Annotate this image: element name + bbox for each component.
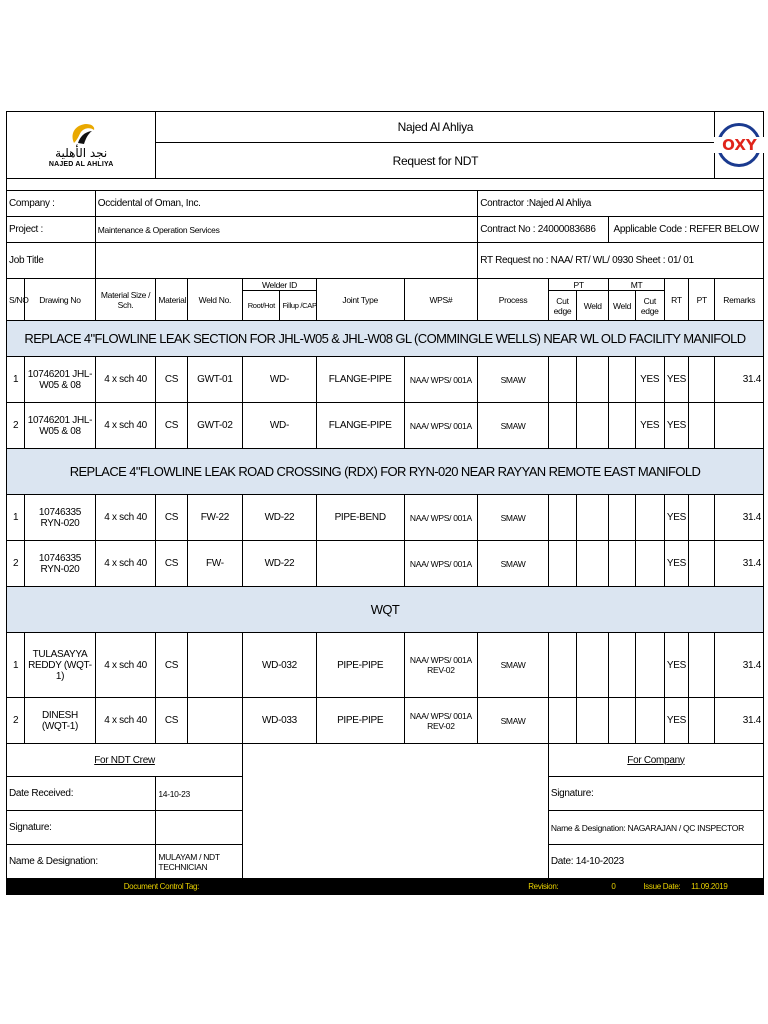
cell-drawing: 10746335 RYN-020 (25, 541, 96, 587)
cell-pt (689, 403, 715, 449)
cell-remarks: 31.4 (715, 495, 764, 541)
cell-weld: FW- (187, 541, 243, 587)
cell-pt (689, 357, 715, 403)
cell-remarks: 31.4 (715, 698, 764, 744)
company-logo (7, 112, 156, 179)
cell-material: CS (156, 495, 187, 541)
cell-sno: 1 (7, 633, 25, 698)
cell-process: SMAW (478, 403, 549, 449)
cell-joint: PIPE-PIPE (316, 633, 404, 698)
col-mt-cut-edge: Cut edge (635, 291, 664, 321)
cell-pt-weld (577, 357, 609, 403)
col-rt: RT (664, 279, 688, 321)
cell-mt-weld (609, 541, 635, 587)
section-title: REPLACE 4"FLOWLINE LEAK SECTION FOR JHL-W05 & JHL-W08 GL (COMMINGLE WELLS) NEAR WL OLD FACILITY MANIFOLD (7, 321, 764, 357)
cell-joint: FLANGE-PIPE (316, 357, 404, 403)
col-material-size: Material Size / Sch. (95, 279, 156, 321)
cell-mt-cut: YES (635, 403, 664, 449)
table-row (7, 403, 764, 449)
cell-drawing: 10746201 JHL-W05 & 08 (25, 403, 96, 449)
job-title-value (95, 243, 477, 279)
signoff-blank (243, 744, 549, 879)
cell-pt-weld (577, 495, 609, 541)
cell-drawing: 10746201 JHL-W05 & 08 (25, 357, 96, 403)
cell-size: 4 x sch 40 (95, 495, 156, 541)
section-title: WQT (7, 587, 764, 633)
cell-pt-weld (577, 633, 609, 698)
cell-process: SMAW (478, 357, 549, 403)
ndt-signature-value (156, 811, 243, 845)
name-designation-label: Name & Designation: (7, 845, 156, 879)
col-mt-group: MT (609, 279, 664, 291)
cell-joint: PIPE-PIPE (316, 698, 404, 744)
cell-wps: NAA/ WPS/ 001A (404, 541, 478, 587)
cell-wps: NAA/ WPS/ 001A (404, 495, 478, 541)
date-received-label: Date Received: (7, 777, 156, 811)
col-remarks: Remarks (715, 279, 764, 321)
project-label: Project : (7, 217, 96, 243)
cell-welder: WD-033 (243, 698, 317, 744)
contract-no: Contract No : 24000083686 (478, 217, 609, 243)
cell-pt-cut (548, 403, 576, 449)
col-fillup-cap: Fillup /CAP (280, 291, 316, 321)
cell-material: CS (156, 403, 187, 449)
cell-rt: YES (664, 495, 688, 541)
date-received-value: 14-10-23 (156, 777, 243, 811)
cell-drawing: DINESH (WQT-1) (25, 698, 96, 744)
company-logo-english: NAJED AL AHLIYA (48, 161, 114, 168)
col-pt-group: PT (548, 279, 609, 291)
header-spacer (7, 179, 764, 191)
cell-mt-weld (609, 698, 635, 744)
form-table (6, 111, 764, 895)
cell-remarks: 31.4 (715, 633, 764, 698)
col-pt-weld: Weld (577, 291, 609, 321)
rt-request: RT Request no : NAA/ RT/ WL/ 0930 Sheet : 01/ 01 (478, 243, 764, 279)
cell-welder: WD-032 (243, 633, 317, 698)
cell-pt-cut (548, 541, 576, 587)
ndt-request-form (6, 111, 764, 895)
ndt-signature-label: Signature: (7, 811, 156, 845)
ndt-crew-title: For NDT Crew (7, 744, 243, 777)
issue-date-value: 11.09.2019 (689, 879, 764, 895)
cell-welder: WD- (243, 403, 317, 449)
contractor: Contractor :Najed Al Ahliya (478, 191, 764, 217)
revision-value: 0 (609, 879, 635, 895)
name-designation-value: MULAYAM / NDT TECHNICIAN (156, 845, 243, 879)
cell-pt (689, 541, 715, 587)
cell-process: SMAW (478, 698, 549, 744)
cell-pt-cut (548, 357, 576, 403)
col-pt-cut-edge: Cut edge (548, 291, 576, 321)
cell-rt: YES (664, 633, 688, 698)
table-row (7, 357, 764, 403)
company-name-designation: Name & Designation: NAGARAJAN / QC INSPECTOR (548, 811, 763, 845)
cell-remarks (715, 403, 764, 449)
title-company: Najed Al Ahliya (156, 112, 715, 143)
col-mt-weld: Weld (609, 291, 635, 321)
cell-weld: GWT-01 (187, 357, 243, 403)
cell-sno: 2 (7, 403, 25, 449)
company-logo-arabic: نجد الأهلية (55, 146, 108, 160)
cell-mt-cut (635, 633, 664, 698)
cell-wps: NAA/ WPS/ 001A REV-02 (404, 698, 478, 744)
col-process: Process (478, 279, 549, 321)
col-wps: WPS# (404, 279, 478, 321)
cell-wps: NAA/ WPS/ 001A (404, 357, 478, 403)
company-signature-label: Signature: (548, 777, 763, 811)
cell-pt-cut (548, 698, 576, 744)
cell-rt: YES (664, 403, 688, 449)
cell-mt-weld (609, 357, 635, 403)
col-joint-type: Joint Type (316, 279, 404, 321)
cell-wps: NAA/ WPS/ 001A REV-02 (404, 633, 478, 698)
cell-weld: FW-22 (187, 495, 243, 541)
cell-sno: 1 (7, 357, 25, 403)
cell-sno: 2 (7, 541, 25, 587)
cell-rt: YES (664, 698, 688, 744)
cell-size: 4 x sch 40 (95, 541, 156, 587)
col-material: Material (156, 279, 187, 321)
company-logo-mark-icon (64, 121, 98, 147)
cell-pt-cut (548, 633, 576, 698)
cell-size: 4 x sch 40 (95, 633, 156, 698)
revision-label: Revision: (478, 879, 609, 895)
col-welder-id: Welder ID (243, 279, 317, 291)
col-pt: PT (689, 279, 715, 321)
col-sno: S/NO (7, 279, 25, 321)
cell-process: SMAW (478, 633, 549, 698)
cell-sno: 2 (7, 698, 25, 744)
cell-drawing: 10746335 RYN-020 (25, 495, 96, 541)
cell-process: SMAW (478, 541, 549, 587)
cell-joint: PIPE-BEND (316, 495, 404, 541)
cell-remarks: 31.4 (715, 541, 764, 587)
table-row (7, 633, 764, 698)
cell-pt-weld (577, 403, 609, 449)
cell-process: SMAW (478, 495, 549, 541)
cell-weld (187, 633, 243, 698)
section-title: REPLACE 4"FLOWLINE LEAK ROAD CROSSING (RDX) FOR RYN-020 NEAR RAYYAN REMOTE EAST MANIFOLD (7, 449, 764, 495)
cell-weld (187, 698, 243, 744)
cell-material: CS (156, 633, 187, 698)
company-label: Company : (7, 191, 96, 217)
cell-pt-weld (577, 541, 609, 587)
table-row (7, 698, 764, 744)
issue-date-label: Issue Date: (635, 879, 688, 895)
cell-remarks: 31.4 (715, 357, 764, 403)
cell-pt-cut (548, 495, 576, 541)
cell-joint (316, 541, 404, 587)
company-date: Date: 14-10-2023 (548, 845, 763, 879)
cell-drawing: TULASAYYA REDDY (WQT-1) (25, 633, 96, 698)
cell-welder: WD- (243, 357, 317, 403)
cell-pt-weld (577, 698, 609, 744)
cell-size: 4 x sch 40 (95, 698, 156, 744)
cell-mt-weld (609, 633, 635, 698)
applicable-code: Applicable Code : REFER BELOW (609, 217, 764, 243)
cell-pt (689, 633, 715, 698)
cell-material: CS (156, 357, 187, 403)
cell-joint: FLANGE-PIPE (316, 403, 404, 449)
title-form: Request for NDT (156, 143, 715, 179)
company-title: For Company (548, 744, 763, 777)
col-drawing-no: Drawing No (25, 279, 96, 321)
cell-pt (689, 698, 715, 744)
cell-rt: YES (664, 541, 688, 587)
cell-material: CS (156, 541, 187, 587)
cell-material: CS (156, 698, 187, 744)
company-value: Occidental of Oman, Inc. (95, 191, 477, 217)
cell-sno: 1 (7, 495, 25, 541)
cell-mt-weld (609, 495, 635, 541)
cell-mt-cut (635, 698, 664, 744)
oxy-logo-text: OXY (714, 137, 764, 153)
cell-weld: GWT-02 (187, 403, 243, 449)
client-logo (715, 112, 764, 179)
footer-bar (7, 879, 764, 895)
cell-mt-cut: YES (635, 357, 664, 403)
cell-mt-weld (609, 403, 635, 449)
table-row (7, 495, 764, 541)
job-title-label: Job Title (7, 243, 96, 279)
table-row (7, 541, 764, 587)
doc-control-tag: Document Control Tag: (7, 879, 317, 895)
cell-size: 4 x sch 40 (95, 357, 156, 403)
cell-wps: NAA/ WPS/ 001A (404, 403, 478, 449)
project-value: Maintenance & Operation Services (95, 217, 477, 243)
col-weld-no: Weld No. (187, 279, 243, 321)
footer-blank (316, 879, 477, 895)
cell-mt-cut (635, 495, 664, 541)
oxy-logo-icon (717, 123, 761, 167)
cell-welder: WD-22 (243, 495, 317, 541)
cell-welder: WD-22 (243, 541, 317, 587)
cell-pt (689, 495, 715, 541)
col-root-hot: Root/Hot (243, 291, 280, 321)
cell-mt-cut (635, 541, 664, 587)
cell-rt: YES (664, 357, 688, 403)
cell-size: 4 x sch 40 (95, 403, 156, 449)
